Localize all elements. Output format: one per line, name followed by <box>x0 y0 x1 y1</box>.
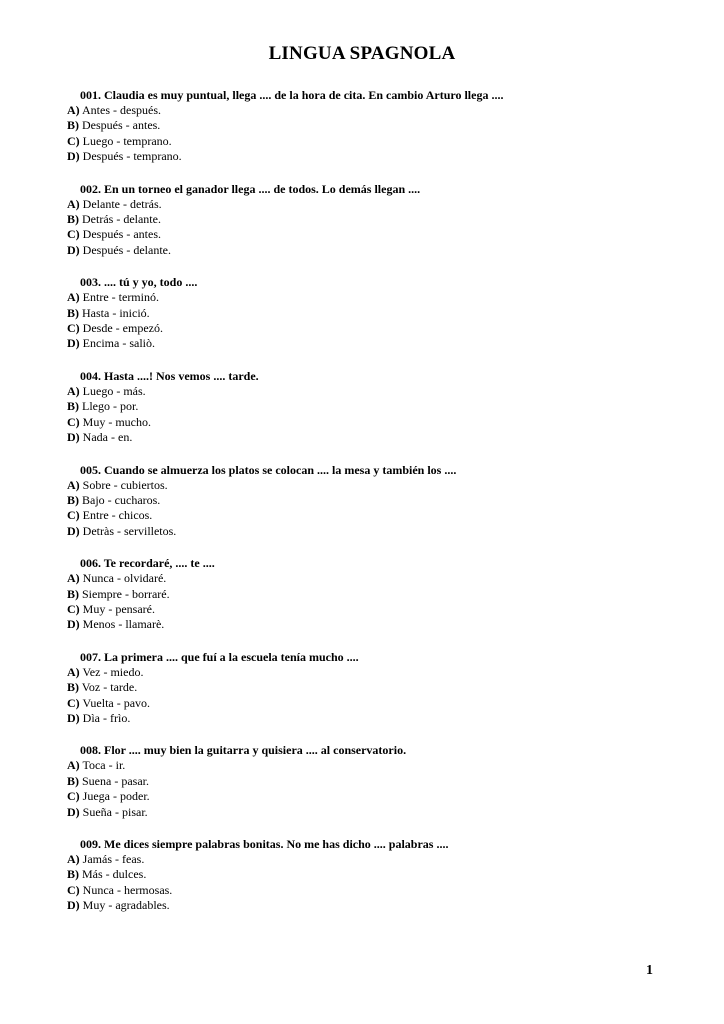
option-text: Vuelta - pavo. <box>82 695 151 710</box>
option-text: Después - delante. <box>82 242 171 257</box>
option-letter: C) <box>67 414 80 429</box>
question-text: 007. La primera .... que fuí a la escuela tenía mucho .... <box>80 649 359 664</box>
option-letter: D) <box>67 617 80 632</box>
option-letter: C) <box>67 227 80 242</box>
option-text: Siempre - borraré. <box>82 586 170 601</box>
answer-option <box>67 758 667 773</box>
option-letter: D) <box>67 242 80 257</box>
option-text: Luego - más. <box>82 383 146 398</box>
answer-option <box>67 852 667 867</box>
option-letter: A) <box>67 758 80 773</box>
question-text: 004. Hasta ....! Nos vemos .... tarde. <box>80 368 259 383</box>
option-text: Suena - pasar. <box>82 773 149 788</box>
option-text: Detrás - delante. <box>82 212 161 227</box>
option-letter: B) <box>67 773 79 788</box>
question-text: 008. Flor .... muy bien la guitarra y quisiera .... al conservatorio. <box>80 743 407 758</box>
option-text: Delante - detrás. <box>82 196 162 211</box>
option-text: Nada - en. <box>82 430 133 445</box>
option-letter: C) <box>67 508 80 523</box>
option-text: Encima - saliò. <box>82 336 155 351</box>
option-text: Toca - ir. <box>82 758 126 773</box>
option-letter: B) <box>67 492 79 507</box>
question-block <box>67 649 667 727</box>
option-letter: C) <box>67 601 80 616</box>
option-letter: C) <box>67 789 80 804</box>
question-block <box>67 462 667 540</box>
answer-option <box>67 430 667 445</box>
question-block <box>67 836 667 914</box>
page-number: 1 <box>646 963 653 978</box>
answer-option <box>67 336 667 351</box>
answer-option <box>67 321 667 336</box>
page-title: LINGUA SPAGNOLA <box>268 43 456 64</box>
option-letter: B) <box>67 305 79 320</box>
answer-option <box>67 290 667 305</box>
option-letter: B) <box>67 399 79 414</box>
option-text: Entre - terminó. <box>82 290 159 305</box>
option-letter: A) <box>67 103 80 117</box>
option-letter: C) <box>67 882 80 897</box>
question-block <box>67 274 667 352</box>
answer-option <box>67 680 667 695</box>
option-letter: B) <box>67 586 79 601</box>
option-text: Sueña - pisar. <box>82 804 148 819</box>
question-text: 002. En un torneo el ganador llega .... de todos. Lo demás llegan .... <box>80 181 421 196</box>
answer-option <box>67 508 667 523</box>
option-text: Nunca - hermosas. <box>82 882 173 897</box>
option-text: Nunca - olvidaré. <box>82 571 167 586</box>
question-block <box>67 87 667 165</box>
option-text: Bajo - cucharos. <box>82 492 161 507</box>
option-text: Después - antes. <box>82 227 161 242</box>
answer-option <box>67 571 667 586</box>
option-letter: C) <box>67 695 80 710</box>
option-text: Después - temprano. <box>82 149 182 164</box>
answer-option <box>67 399 667 414</box>
option-letter: A) <box>67 383 80 398</box>
option-text: Muy - pensaré. <box>82 601 155 616</box>
answer-option <box>67 118 667 133</box>
answer-option <box>67 306 667 321</box>
answer-option <box>67 587 667 602</box>
answer-option <box>67 227 667 242</box>
question-block <box>67 181 667 259</box>
option-text: Antes - después. <box>82 103 161 117</box>
answer-option <box>67 883 667 898</box>
option-text: Jamás - feas. <box>82 852 145 866</box>
option-text: Menos - llamarè. <box>82 617 165 632</box>
option-letter: B) <box>67 680 79 695</box>
question-block <box>67 368 667 446</box>
answer-option <box>67 197 667 212</box>
option-letter: D) <box>67 336 80 351</box>
option-letter: A) <box>67 290 80 305</box>
option-letter: D) <box>67 898 80 913</box>
question-text: 006. Te recordaré, .... te .... <box>80 556 215 571</box>
option-text: Dìa - frìo. <box>82 710 131 725</box>
answer-option <box>67 867 667 882</box>
option-text: Llego - por. <box>82 399 139 414</box>
option-letter: D) <box>67 523 80 538</box>
option-text: Detràs - servilletos. <box>82 523 177 538</box>
question-block <box>67 742 667 820</box>
option-text: Hasta - inició. <box>82 305 150 320</box>
option-letter: D) <box>67 149 80 164</box>
answer-option <box>67 134 667 149</box>
option-text: Desde - empezó. <box>82 321 163 336</box>
option-letter: C) <box>67 321 80 336</box>
option-text: Luego - temprano. <box>82 133 172 148</box>
option-letter: B) <box>67 118 79 133</box>
option-text: Muy - mucho. <box>82 414 151 429</box>
option-text: Vez - miedo. <box>82 664 144 679</box>
question-text: 009. Me dices siempre palabras bonitas. No me has dicho .... palabras .... <box>80 837 449 851</box>
answer-option <box>67 898 667 913</box>
answer-option <box>67 617 667 632</box>
option-text: Sobre - cubiertos. <box>82 477 168 492</box>
option-letter: D) <box>67 710 80 725</box>
answer-option <box>67 493 667 508</box>
option-letter: C) <box>67 133 80 148</box>
answer-option <box>67 696 667 711</box>
option-text: Después - antes. <box>82 118 161 133</box>
answer-option <box>67 524 667 539</box>
option-letter: A) <box>67 852 80 866</box>
option-text: Juega - poder. <box>82 789 150 804</box>
answer-option <box>67 243 667 258</box>
answer-option <box>67 789 667 804</box>
answer-option <box>67 711 667 726</box>
option-text: Más - dulces. <box>82 867 147 882</box>
answer-option <box>67 103 667 118</box>
option-letter: D) <box>67 430 80 445</box>
answer-option <box>67 805 667 820</box>
option-letter: B) <box>67 212 79 227</box>
option-letter: D) <box>67 804 80 819</box>
question-text: 001. Claudia es muy puntual, llega .... de la hora de cita. En cambio Arturo llega .... <box>80 88 504 102</box>
answer-option <box>67 478 667 493</box>
answer-option <box>67 665 667 680</box>
option-text: Entre - chicos. <box>82 508 153 523</box>
question-text: 005. Cuando se almuerza los platos se colocan .... la mesa y también los .... <box>80 462 457 477</box>
answer-option <box>67 415 667 430</box>
answer-option <box>67 212 667 227</box>
option-text: Voz - tarde. <box>81 680 138 695</box>
question-text: 003. .... tú y yo, todo .... <box>80 275 198 290</box>
option-text: Muy - agradables. <box>82 898 170 913</box>
answer-option <box>67 774 667 789</box>
option-letter: A) <box>67 571 80 586</box>
option-letter: A) <box>67 196 80 211</box>
option-letter: A) <box>67 664 80 679</box>
answer-option <box>67 149 667 164</box>
option-letter: A) <box>67 477 80 492</box>
question-block <box>67 555 667 633</box>
question-list <box>67 87 667 930</box>
answer-option <box>67 384 667 399</box>
option-letter: B) <box>67 867 79 882</box>
answer-option <box>67 602 667 617</box>
